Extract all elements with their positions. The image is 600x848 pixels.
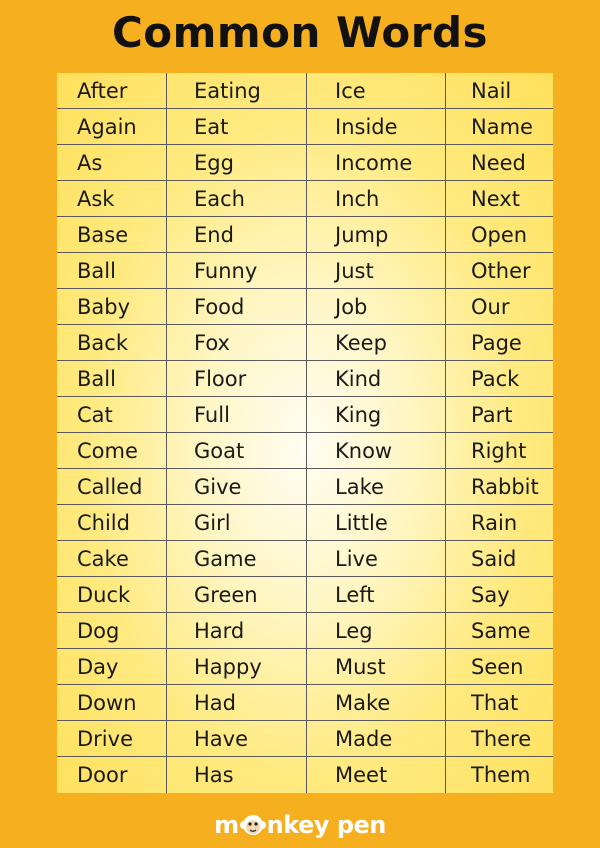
word-cell: Come [57,433,167,469]
word-cell: Give [167,469,307,505]
word-cell: Door [57,757,167,793]
word-cell: Them [471,763,531,787]
word-cell: Egg [167,145,307,181]
word-cell: Same [446,613,553,649]
word-cell: Game [167,541,307,577]
word-cell: Child [57,505,167,541]
word-cell: Again [57,109,167,145]
word-cell: Make [307,685,446,721]
word-cell: Know [307,433,446,469]
word-cell: Ice [307,73,446,109]
word-cell: Seen [446,649,553,685]
word-cell: Have [167,721,307,757]
logo-text-start: m [214,811,239,839]
word-cell: Goat [167,433,307,469]
word-cell: Job [307,289,446,325]
word-cell: Must [307,649,446,685]
word-cell: There [446,721,553,757]
word-cell: Jump [307,217,446,253]
brand-logo [0,808,600,842]
word-cell: Back [57,325,167,361]
word-cell: Dog [57,613,167,649]
word-cell: Other [446,253,553,289]
word-cell: As [57,145,167,181]
word-cell: Meet [307,757,446,793]
word-cell: Baby [57,289,167,325]
word-cell: Our [446,289,553,325]
word-cell: Fox [167,325,307,361]
word-cell: Food [167,289,307,325]
word-cell: Need [446,145,553,181]
word-cell: Inside [307,109,446,145]
word-cell: Keep [307,325,446,361]
word-cell: Base [57,217,167,253]
word-cell: Happy [167,649,307,685]
word-cell: Live [307,541,446,577]
word-cell: Lake [307,469,446,505]
word-cell: Made [307,721,446,757]
word-cell: Say [446,577,553,613]
word-cell: Has [167,757,307,793]
word-cell: Ball [57,253,167,289]
word-cell: Name [446,109,553,145]
word-cell: Just [307,253,446,289]
logo-text-end: nkey pen [266,811,386,839]
word-cell: End [167,217,307,253]
word-cell: Kind [307,361,446,397]
word-cell: Ask [57,181,167,217]
word-cell: Next [446,181,553,217]
word-cell: Each [167,181,307,217]
word-cell: Little [307,505,446,541]
word-table [57,73,553,793]
word-cell: After [57,73,167,109]
word-cell: Part [446,397,553,433]
word-cell: King [307,397,446,433]
word-cell: Eating [167,73,307,109]
word-cell: Leg [307,613,446,649]
page-title: Common Words [111,8,489,57]
word-cell: Right [446,433,553,469]
word-cell: Down [57,685,167,721]
word-cell: Nail [446,73,553,109]
word-cell: That [446,685,553,721]
word-cell: Had [167,685,307,721]
word-cell: Open [446,217,553,253]
word-cell: Cat [57,397,167,433]
word-cell: Called [57,469,167,505]
word-cell: Drive [57,721,167,757]
word-cell: Rain [446,505,553,541]
word-cell: Full [167,397,307,433]
word-cell: Funny [167,253,307,289]
monkey-face-icon [240,812,266,838]
word-cell: Cake [57,541,167,577]
word-cell: Girl [167,505,307,541]
word-cell: Said [446,541,553,577]
word-cell: Eat [167,109,307,145]
word-cell: Green [167,577,307,613]
word-cell: Hard [167,613,307,649]
word-cell: Inch [307,181,446,217]
word-cell: Pack [446,361,553,397]
word-cell: Rabbit [446,469,553,505]
word-cell: Income [307,145,446,181]
word-cell: Page [446,325,553,361]
word-cell: Duck [57,577,167,613]
word-cell: Floor [167,361,307,397]
word-cell: Left [307,577,446,613]
word-cell: Ball [57,361,167,397]
word-cell: Day [57,649,167,685]
